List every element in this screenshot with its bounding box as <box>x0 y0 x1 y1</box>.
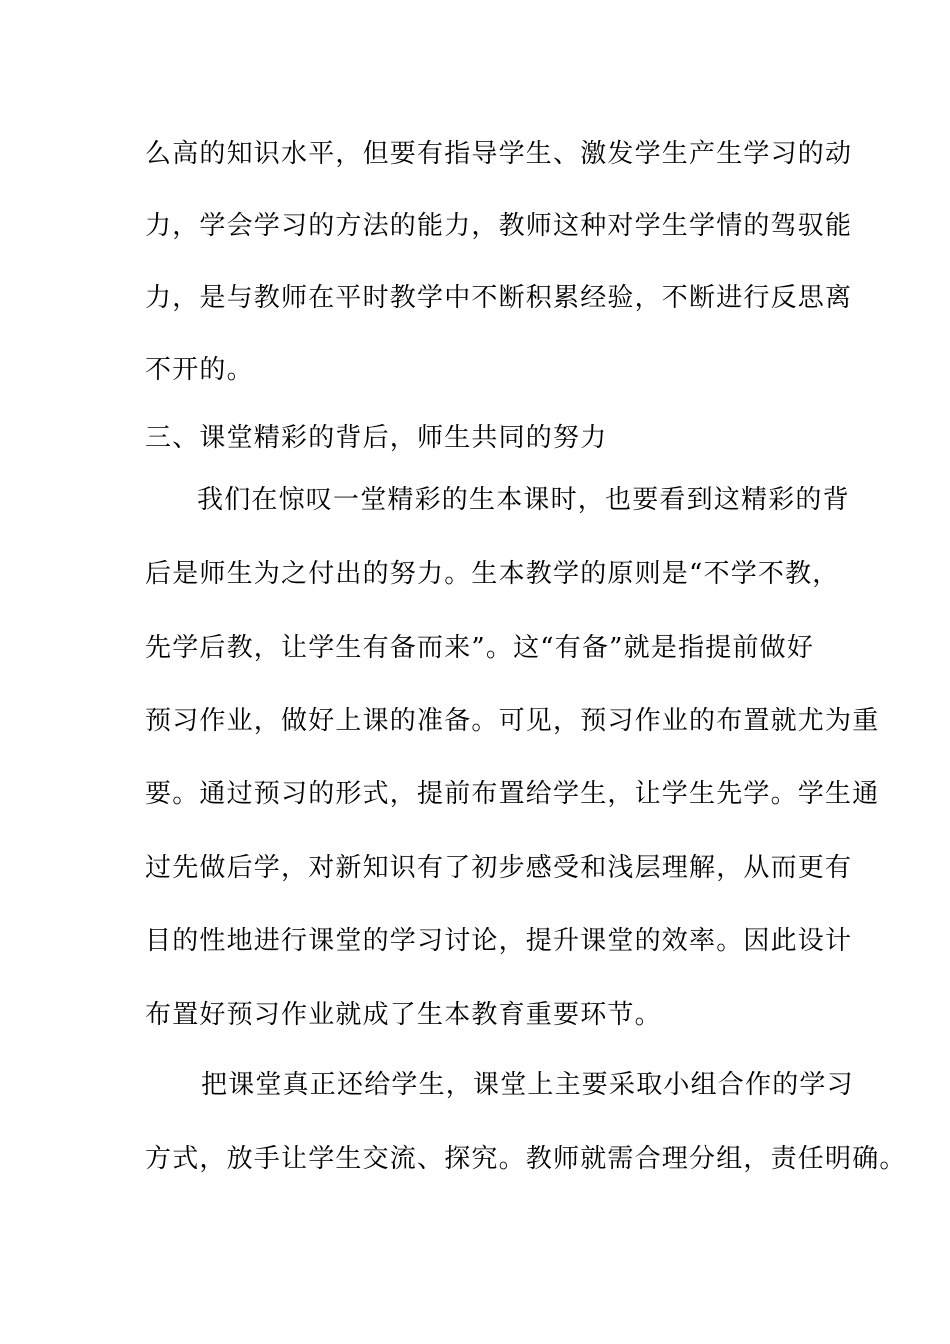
paragraph-1-line-4: 不开的。 <box>145 355 254 385</box>
paragraph-2-line-2: 后是师生为之付出的努力。生本教学的原则是“不学不教， <box>145 559 840 589</box>
paragraph-2-line-7: 目的性地进行课堂的学习讨论，提升课堂的效率。因此设计 <box>145 926 853 956</box>
paragraph-2-line-3: 先学后教，让学生有备而来”。这“有备”就是指提前做好 <box>145 633 815 663</box>
paragraph-1-line-2: 力，学会学习的方法的能力，教师这种对学生学情的驾驭能 <box>145 211 853 241</box>
paragraph-3-line-2: 方式，放手让学生交流、探究。教师就需合理分组，责任明确。 <box>145 1144 907 1174</box>
paragraph-1-line-1: 么高的知识水平，但要有指导学生、激发学生产生学习的动 <box>145 139 853 169</box>
paragraph-2-line-5: 要。通过预习的形式，提前布置给学生，让学生先学。学生通 <box>145 779 880 809</box>
section-heading: 三、课堂精彩的背后，师生共同的努力 <box>145 423 608 453</box>
paragraph-1-line-3: 力，是与教师在平时教学中不断积累经验，不断进行反思离 <box>145 283 853 313</box>
paragraph-2-line-1: 我们在惊叹一堂精彩的生本课时，也要看到这精彩的背 <box>197 485 850 515</box>
paragraph-2-line-8: 布置好预习作业就成了生本教育重要环节。 <box>145 1000 662 1030</box>
paragraph-2-line-4: 预习作业，做好上课的准备。可见，预习作业的布置就尤为重 <box>145 706 880 736</box>
paragraph-3-line-1: 把课堂真正还给学生，课堂上主要采取小组合作的学习 <box>201 1070 854 1100</box>
paragraph-2-line-6: 过先做后学，对新知识有了初步感受和浅层理解，从而更有 <box>145 853 853 883</box>
